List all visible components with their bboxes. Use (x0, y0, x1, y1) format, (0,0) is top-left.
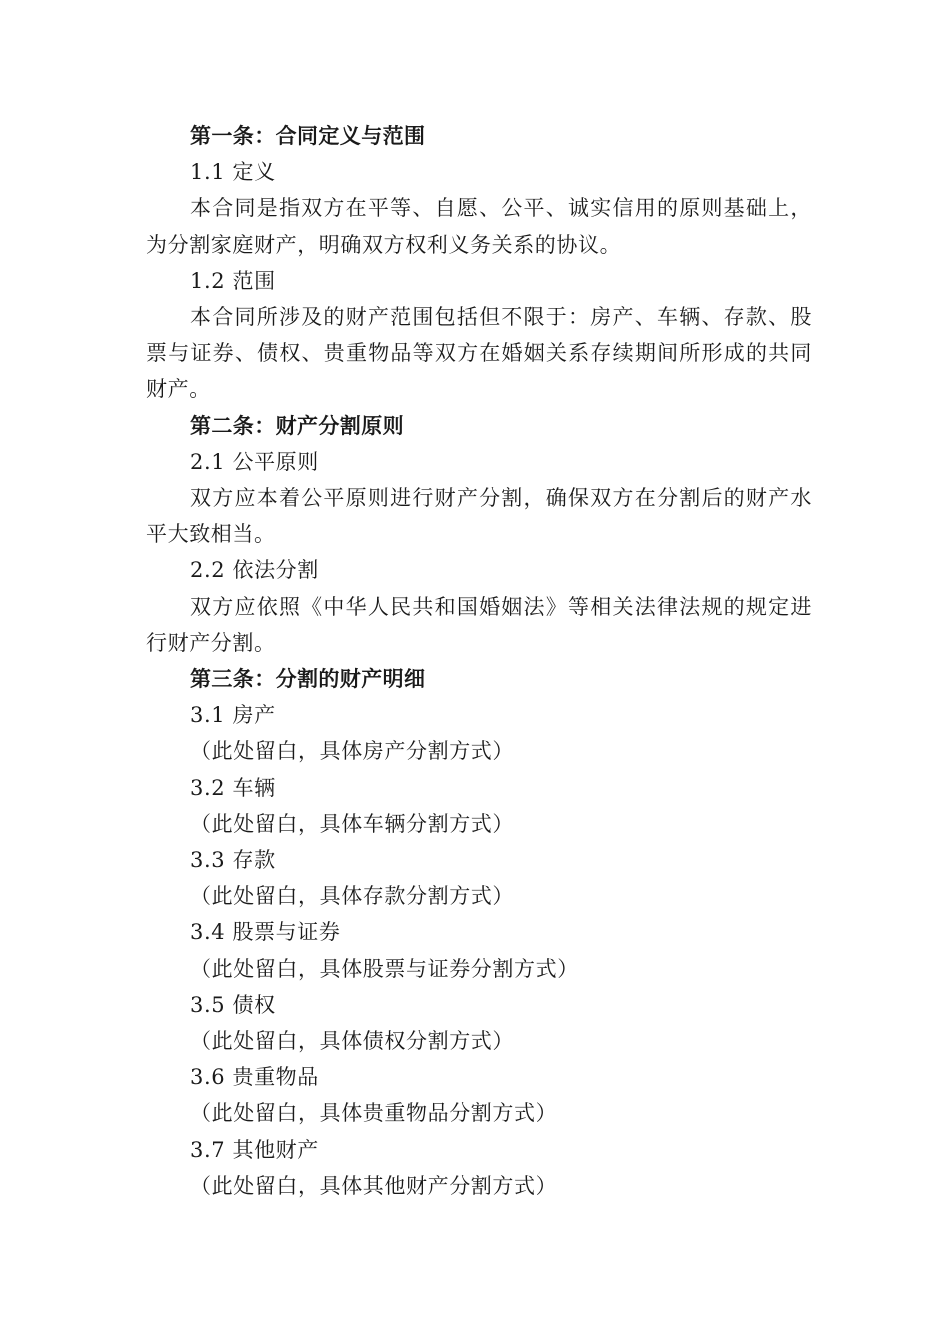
document-body (146, 118, 812, 1204)
section-1-2-title: 1.2 范围 (190, 268, 276, 293)
item-3-4-note: （此处留白，具体股票与证券分割方式） (190, 956, 579, 981)
item-3-1-note: （此处留白，具体房产分割方式） (190, 739, 514, 764)
section-2-2-title: 2.2 依法分割 (190, 558, 319, 583)
article-3-heading: 第三条：分割的财产明细 (190, 667, 426, 692)
article-2-heading: 第二条：财产分割原则 (190, 413, 404, 438)
section-1-1-title: 1.1 定义 (190, 160, 276, 185)
article-1-heading: 第一条：合同定义与范围 (190, 124, 426, 148)
item-3-7-title: 3.7 其他财产 (190, 1137, 319, 1162)
item-3-3-title: 3.3 存款 (190, 848, 276, 873)
item-3-6-note: （此处留白，具体贵重物品分割方式） (190, 1101, 558, 1126)
item-3-6-title: 3.6 贵重物品 (190, 1065, 319, 1090)
section-2-2-text: 双方应依照《中华人民共和国婚姻法》等相关法律法规的规定进行财产分割。 (146, 594, 812, 655)
section-1-2-text: 本合同所涉及的财产范围包括但不限于：房产、车辆、存款、股票与证券、债权、贵重物品等双方在婚姻关系存续期间所形成的共同财产。 (146, 305, 812, 402)
item-3-3-note: （此处留白，具体存款分割方式） (190, 884, 514, 909)
item-3-7-note: （此处留白，具体其他财产分割方式） (190, 1173, 558, 1198)
section-1-1-text: 本合同是指双方在平等、自愿、公平、诚实信用的原则基础上，为分割家庭财产，明确双方权利义务关系的协议。 (146, 196, 812, 257)
section-2-1-text: 双方应本着公平原则进行财产分割，确保双方在分割后的财产水平大致相当。 (146, 486, 812, 547)
item-3-5-title: 3.5 债权 (190, 992, 276, 1017)
item-3-2-title: 3.2 车辆 (190, 775, 276, 800)
item-3-1-title: 3.1 房产 (190, 703, 276, 728)
section-2-1-title: 2.1 公平原则 (190, 449, 319, 474)
item-3-5-note: （此处留白，具体债权分割方式） (190, 1029, 514, 1054)
item-3-4-title: 3.4 股票与证券 (190, 920, 341, 945)
item-3-2-note: （此处留白，具体车辆分割方式） (190, 811, 514, 836)
